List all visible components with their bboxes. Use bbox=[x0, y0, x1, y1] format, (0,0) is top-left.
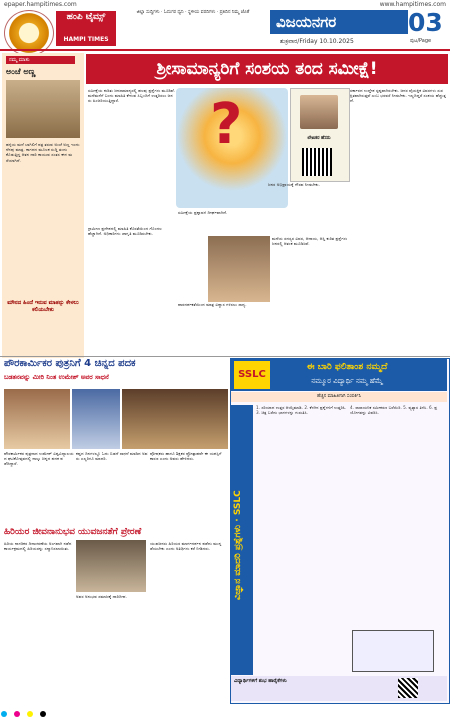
sslc-title[interactable]: ಈ ಬಾರಿ ಫಲಿತಾಂಶ ನಮ್ಮದೆ bbox=[306, 362, 388, 372]
section-divider bbox=[0, 356, 450, 357]
sslc-qr-icon[interactable] bbox=[398, 678, 418, 698]
survey-photo bbox=[208, 236, 270, 302]
magenta-mark-icon bbox=[14, 711, 20, 717]
story3-text-3: ಯುವಜನರು ಹಿರಿಯರ ಮಾರ್ಗದರ್ಶನ ಪಡೆದು ಮುನ್ನಡೆಯಬೇಕು ಎಂದು ಅತಿಥಿಗಳು ಕರೆ ನೀಡಿದರು. bbox=[150, 541, 222, 552]
header-divider bbox=[0, 49, 450, 51]
main-story-text-5: ಜನರ ಅಭಿಪ್ರಾಯಕ್ಕೆ ಗೌರವ ನೀಡಬೇಕು. bbox=[268, 182, 320, 187]
story3-headline[interactable]: ಹಿರಿಯರ ಜೀವನಾನುಭವ ಯುವಜನತೆಗೆ ಪ್ರೇರಣೆ bbox=[4, 527, 142, 537]
column-quote: ಮೌನದ ಹಿಂದೆ ಇರುವ ಮಾತನ್ನು ಕೇಳಲು ಕಲಿಯಬೇಕು bbox=[7, 300, 79, 313]
masthead-english: HAMPI TIMES bbox=[56, 36, 116, 46]
sslc-questions-b: 4. ರಾಸಾಯನಿಕ ಸಮೀಕರಣ ಬರೆಯಿರಿ. 5. ವ್ಯತ್ಯಾಸ ತಿಳಿಸಿ. 6. ಪ್ರಯೋಗವನ್ನು ವಿವರಿಸಿ. bbox=[350, 405, 438, 416]
story3-text-2: ಅವರ ಅನುಭವ ಸಮಾಜಕ್ಕೆ ದಾರಿದೀಪ. bbox=[76, 594, 127, 599]
main-story-text-3: ಗ್ರಾಮೀಣ ಪ್ರದೇಶದಲ್ಲಿ ಮಾಹಿತಿ ಕೊರತೆಯಿಂದ ಗೊಂದಲ ಹೆಚ್ಚಾಗಿದೆ. ಅಧಿಕಾರಿಗಳು ಜಾಗೃತಿ ಮೂಡಿಸಬೇಕು. bbox=[88, 226, 162, 237]
column-tag: ನಮ್ಮ ಮಾತು bbox=[6, 56, 75, 64]
sslc-logo: SSLC bbox=[234, 361, 270, 389]
main-headline[interactable]: ಶ್ರೀಸಾಮಾನ್ಯರಿಗೆ ಸಂಶಯ ತಂದ ಸಮೀಕ್ಷೆ! bbox=[156, 59, 378, 79]
story2-photo-award bbox=[4, 389, 70, 449]
story2-headline[interactable]: ಪೌರಕಾರ್ಮಿಕರ ಪುತ್ರನಿಗೆ 4 ಚಿನ್ನದ ಪದಕ bbox=[4, 358, 136, 369]
black-mark-icon bbox=[40, 711, 46, 717]
sslc-subtitle: ನಮ್ಮೂರ ವಿದ್ಯಾರ್ಥಿ ನಮ್ಮ ಹೆಮ್ಮೆ bbox=[311, 377, 383, 385]
column-title: ಅಂಚೆ ಅಣ್ಣ bbox=[6, 67, 36, 76]
question-mark-icon: ? bbox=[210, 92, 243, 157]
story2-photo-portrait bbox=[72, 389, 120, 449]
page-label: ಪುಟ/Page bbox=[410, 38, 432, 44]
story2-text-1: ಪೌರಕಾರ್ಮಿಕರ ಪುತ್ರನಾದ ಉಮೇಶ್ ವಿಶ್ವವಿದ್ಯಾಲಯದ ಘಟಿಕೋತ್ಸವದಲ್ಲಿ ನಾಲ್ಕು ಚಿನ್ನದ ಪದಕ ಪಡೆದಿದ್ದಾರೆ. bbox=[4, 451, 74, 467]
cyan-mark-icon bbox=[1, 711, 7, 717]
story2-subheadline: ಬಡತನವನ್ನು ಮೀರಿ ನಿಂತ ಉಮೇಶ್ ಅವರ ಸಾಧನೆ bbox=[4, 373, 109, 381]
story3-text-1: ಹಿರಿಯ ನಾಗರಿಕರ ದಿನಾಚರಣೆಯ ಅಂಗವಾಗಿ ನಡೆದ ಕಾರ್ಯಕ್ರಮದಲ್ಲಿ ಹಿರಿಯರನ್ನು ಸನ್ಮಾನಿಸಲಾಯಿತು. bbox=[4, 541, 72, 552]
yellow-mark-icon bbox=[27, 711, 33, 717]
site-url-right[interactable]: www.hampitimes.com bbox=[379, 1, 446, 8]
story2-text-3: ಪೋಷಕರು ಹಾಗೂ ಶಿಕ್ಷಕರ ಪ್ರೋತ್ಸಾಹವೇ ಈ ಯಶಸ್ಸಿಗೆ ಕಾರಣ ಎಂದು ಅವರು ಹೇಳಿದರು. bbox=[150, 451, 222, 462]
issue-date: ಶುಕ್ರವಾರ/Friday 10.10.2025 bbox=[280, 38, 354, 45]
page-number: 03 bbox=[408, 8, 443, 37]
sslc-footer-text: ವಿದ್ಯಾರ್ಥಿಗಳಿಗೆ ಶುಭ ಹಾರೈಕೆಗಳು bbox=[234, 678, 287, 684]
main-story-text-6: ಮನೆಯ ಸದಸ್ಯರ ವಿವರ, ಆದಾಯ, ಆಸ್ತಿ ಕುರಿತ ಪ್ರಶ್ನೆಗಳು ಜನರಲ್ಲಿ ಆತಂಕ ಮೂಡಿಸಿವೆ. bbox=[272, 236, 348, 247]
story2-photo-family bbox=[122, 389, 228, 449]
masthead-kannada: ಹಂಪಿ ಟೈಮ್ಸ್ bbox=[56, 11, 116, 36]
sslc-questions-a: 1. ಸರಿಯಾದ ಉತ್ತರ ಆಯ್ಕೆಮಾಡಿ. 2. ಕೆಳಗಿನ ಪ್ರಶ್ನೆಗಳಿಗೆ ಉತ್ತರಿಸಿ. 3. ಚಿತ್ರ ಬರೆದು ಭಾಗಗಳನ್ನು ಗುರುತಿಸಿ. bbox=[256, 405, 347, 416]
edition-name: ವಿಜಯನಗರ bbox=[270, 10, 408, 34]
column-body-text: ಹಳ್ಳಿಯ ಮನೆ ಬಾಗಿಲಿಗೆ ಪತ್ರ ತರುವ ಅಂಚೆ ಅಣ್ಣ ಇಂದು ನೆನಪು ಮಾತ್ರ. ಕಾಗದದ ಮೂಲಕ ಸುದ್ದಿ ತಂದು ಕೊಡುತ್ತಿದ್ದ ಆತನ ದಾರಿ ಕಾಯುವ ಸಂತಸ ಈಗ ಮರೆಯಾಗಿದೆ. bbox=[6, 142, 80, 163]
column-photo bbox=[6, 80, 80, 138]
sslc-side-label: ವಿಜ್ಞಾನ ಮಾದರಿ ಪ್ರಶ್ನೆಗಳು · SSLC bbox=[233, 490, 243, 600]
qr-code-icon[interactable] bbox=[302, 148, 332, 176]
sslc-contact-strip: ಹೆಚ್ಚಿನ ಮಾಹಿತಿಗಾಗಿ ಸಂಪರ್ಕಿಸಿ bbox=[231, 392, 447, 402]
print-registration-marks bbox=[0, 703, 450, 711]
main-story-text-4: ಸಮೀಕ್ಷೆಯ ಪ್ರಶ್ನಾವಳಿ ದೀರ್ಘವಾಗಿದೆ. bbox=[178, 210, 228, 215]
author-name: ಲೇಖಕರ ಹೆಸರು bbox=[307, 136, 331, 141]
story2-text-2: ಕಷ್ಟದ ದಿನಗಳಲ್ಲೂ ಓದು ಬಿಡದೆ ಸಾಧನೆ ಮಾಡಿದ ಅವರು ಎಲ್ಲರಿಗೂ ಮಾದರಿ. bbox=[76, 451, 148, 462]
lab-diagram bbox=[352, 630, 434, 672]
author-photo bbox=[300, 95, 338, 129]
main-story-text-1: ಸಮೀಕ್ಷೆಯ ಕುರಿತು ಜನಸಾಮಾನ್ಯರಲ್ಲಿ ಹಲವು ಪ್ರಶ್ನೆಗಳು ಮೂಡಿವೆ. ಮನೆಮನೆಗೆ ಬಂದು ಮಾಹಿತಿ ಕೇಳುವ ಸಿಬ್ಬಂದಿಗೆ ಉತ್ತರಿಸಲು ಜನರು ಹಿಂಜರಿಯುತ್ತಿದ್ದಾರೆ. bbox=[88, 88, 176, 104]
main-story-text-2: ಸರ್ಕಾರದ ಉದ್ದೇಶ ಸ್ಪಷ್ಟವಾಗಿರಬೇಕು. ಜನರ ವೈಯಕ್ತಿಕ ವಿವರಗಳು ಸುರಕ್ಷಿತವಾಗಿರುತ್ತವೆ ಎಂಬ ಭರವಸೆ ನೀಡಬೇಕು. ಇಲ್ಲದಿದ್ದರೆ ಸಂಶಯ ಹೆಚ್ಚುತ್ತದೆ. bbox=[350, 88, 446, 104]
site-url-left[interactable]: epaper.hampitimes.com bbox=[4, 1, 77, 8]
main-story-text-7: ಪಾರದರ್ಶಕತೆಯಿಂದ ಮಾತ್ರ ವಿಶ್ವಾಸ ಗಳಿಸಲು ಸಾಧ್ಯ. bbox=[178, 302, 247, 307]
header-notes: ಜಿಲ್ಲಾ ಸುದ್ದಿಗಳು · ಓದುಗರ ಧ್ವನಿ · ಸ್ಥಳೀಯ ವರದಿಗಳು · ಪ್ರತಿದಿನ ನಿಮ್ಮ ಜೊತೆ bbox=[136, 10, 250, 15]
story3-photo bbox=[76, 540, 146, 592]
